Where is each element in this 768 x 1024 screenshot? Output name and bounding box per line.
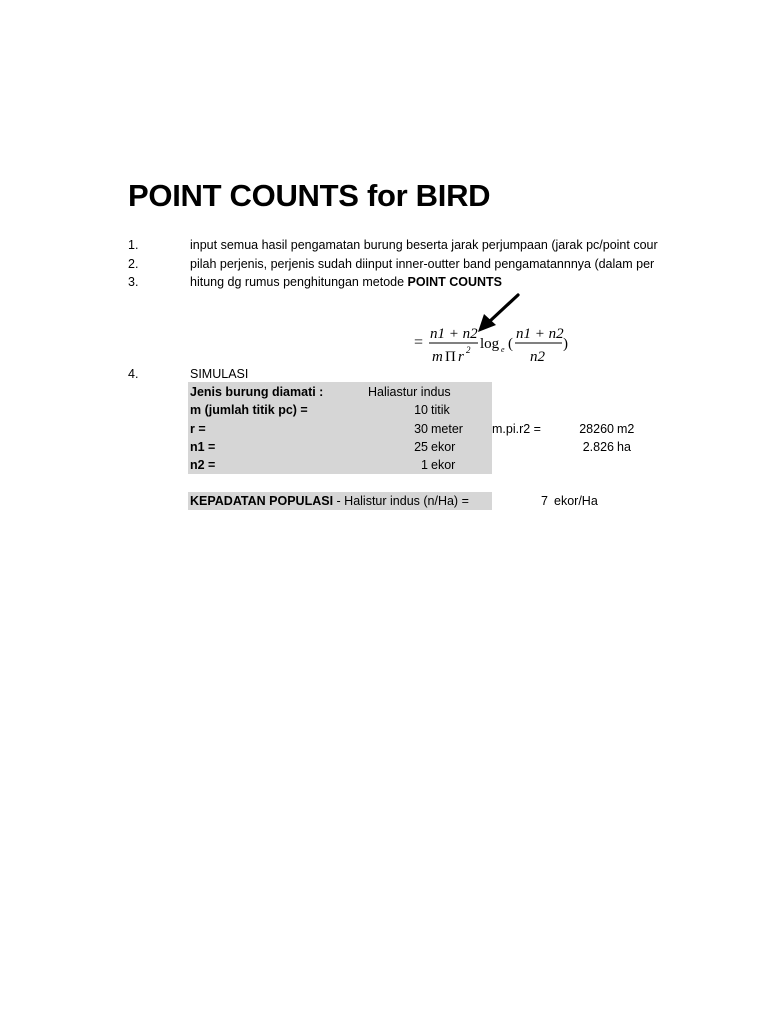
formula-denominator-right: n2 (530, 349, 545, 365)
sim-row-value-n1: 25 (414, 440, 428, 454)
density-label-rest: - Halistur indus (n/Ha) = (333, 494, 469, 508)
sim-row-unit-m: titik (431, 403, 450, 417)
area-ha-unit: ha (617, 440, 631, 454)
sim-row-label-r: r = (190, 422, 206, 436)
area-ha-value: 2.826 (582, 440, 614, 454)
density-value: 7 (541, 494, 548, 508)
sim-row-value-n2: 1 (421, 458, 428, 472)
formula-denominator-r: r (458, 349, 464, 365)
formula-open-paren: ( (508, 336, 513, 352)
density-unit: ekor/Ha (554, 494, 598, 508)
step-text-3-bold: POINT COUNTS (407, 275, 502, 289)
sim-row-label-n2: n2 = (190, 458, 216, 472)
area-m2-value: 28260 (579, 422, 614, 436)
step-text-1: input semua hasil pengamatan burung beserta jarak perjumpaan (jarak pc/point cour (190, 238, 658, 252)
formula-denominator-m: m (432, 349, 443, 365)
formula-denominator-exp: 2 (466, 345, 471, 355)
formula-denominator-pi: Π (445, 349, 456, 365)
formula-log: log (480, 336, 500, 352)
density-label (190, 493, 469, 509)
formula-numerator-right: n1 + n2 (516, 326, 564, 342)
formula-numerator-left: n1 + n2 (430, 326, 478, 342)
sim-row-value-species: Haliastur indus (368, 385, 451, 399)
sim-row-label-m: m (jumlah titik pc) = (190, 403, 308, 417)
sim-row-unit-n1: ekor (431, 440, 456, 454)
step-number-1: 1. (128, 238, 139, 252)
point-count-formula (412, 322, 602, 366)
step-number-3: 3. (128, 275, 139, 289)
sim-row-unit-r: meter (431, 422, 463, 436)
formula-log-base: e (501, 345, 505, 354)
sim-row-value-r: 30 (414, 422, 428, 436)
step-number-4: 4. (128, 367, 139, 381)
simulation-label: SIMULASI (190, 367, 249, 381)
formula-equals: = (414, 334, 424, 351)
page-title: POINT COUNTS for BIRD (128, 178, 491, 213)
sim-row-label-n1: n1 = (190, 440, 216, 454)
area-label: m.pi.r2 = (492, 422, 541, 436)
step-text-2: pilah perjenis, perjenis sudah diinput inner-outter band pengamatannnya (dalam per (190, 257, 655, 271)
sim-row-value-m: 10 (414, 403, 428, 417)
area-m2-unit: m2 (617, 422, 635, 436)
step-text-3 (190, 274, 502, 290)
sim-row-unit-n2: ekor (431, 458, 456, 472)
step-text-3-plain: hitung dg rumus penghitungan metode (190, 275, 408, 289)
step-number-2: 2. (128, 257, 139, 271)
density-label-bold: KEPADATAN POPULASI (190, 494, 334, 508)
formula-close-paren: ) (563, 336, 568, 352)
sim-row-label-species: Jenis burung diamati : (190, 385, 324, 399)
